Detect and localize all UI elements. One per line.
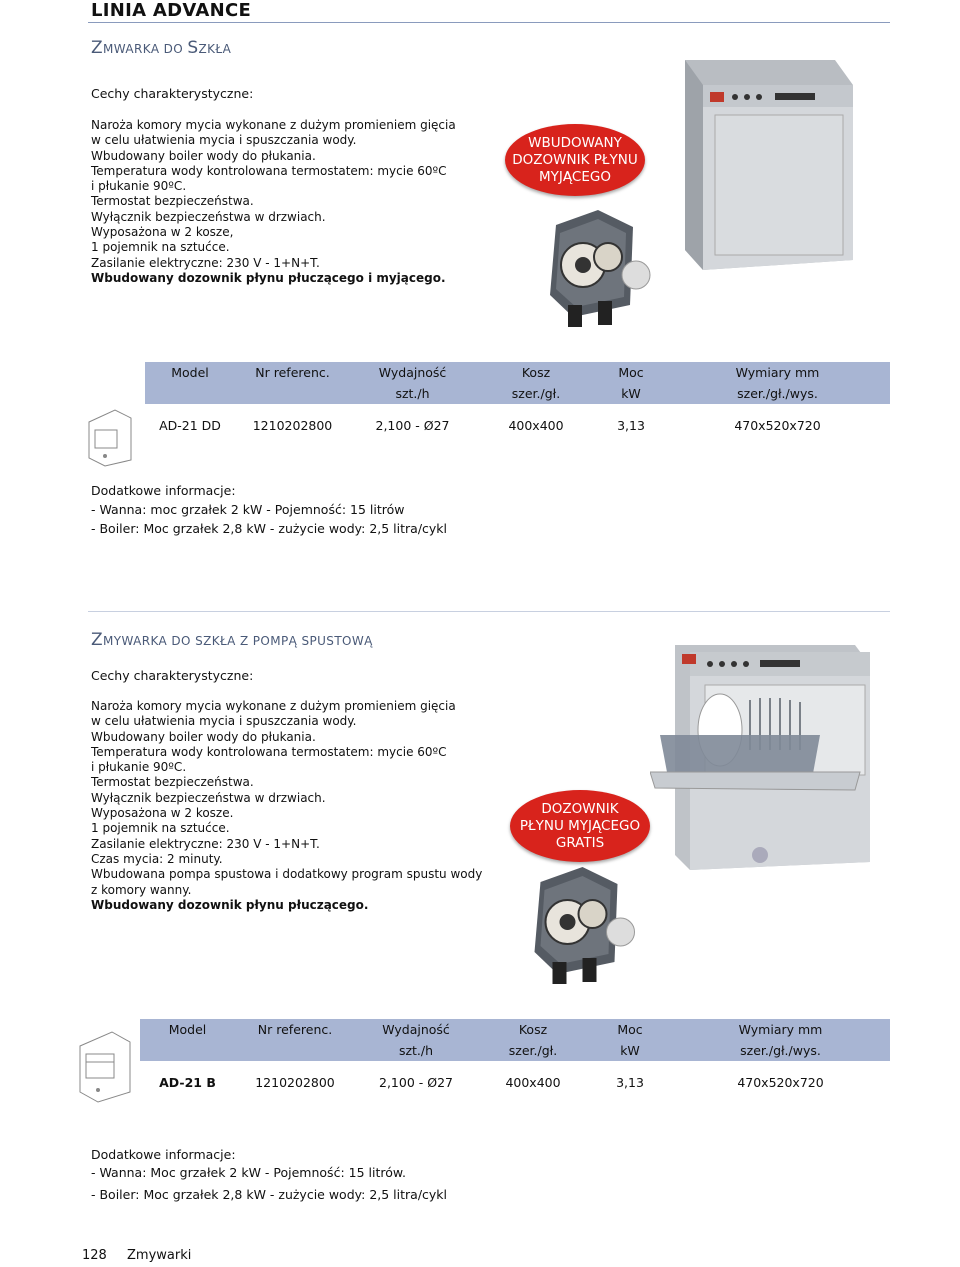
table-header-cell: Moc bbox=[617, 1022, 643, 1037]
table-cell: 3,13 bbox=[616, 1074, 644, 1090]
table-units-row bbox=[140, 1040, 890, 1061]
feature-line: Wyłącznik bezpieczeństwa w drzwiach. bbox=[91, 209, 326, 224]
table-header-cell: Wydajność bbox=[378, 365, 447, 380]
table-row bbox=[145, 414, 890, 436]
feature-line: 1 pojemnik na sztućce. bbox=[91, 821, 230, 836]
page-number: 128 bbox=[82, 1248, 107, 1263]
feature-line: Termostat bezpieczeństwa. bbox=[91, 775, 254, 790]
spec-table-1 bbox=[145, 362, 890, 436]
feature-line: Wyposażona w 2 kosze, bbox=[91, 225, 234, 240]
table-unit-cell bbox=[235, 1040, 355, 1061]
table-unit-cell bbox=[145, 383, 235, 404]
section1-features-label: Cechy charakterystyczne: bbox=[91, 86, 254, 101]
badge-line: PŁYNU MYJĄCEGO bbox=[519, 817, 641, 834]
table-cell: 400x400 bbox=[508, 417, 564, 433]
table-header-cell: Model bbox=[168, 1022, 207, 1037]
spec-table-2 bbox=[140, 1019, 890, 1093]
feature-line: 1 pojemnik na sztućce. bbox=[91, 240, 230, 255]
feature-line: Wyłącznik bezpieczeństwa w drzwiach. bbox=[91, 790, 326, 805]
table-unit-cell: szt./h bbox=[398, 1043, 434, 1058]
section1-title bbox=[91, 38, 231, 58]
table-unit-cell: kW bbox=[620, 1043, 640, 1058]
feature-line: i płukanie 90ºC. bbox=[91, 760, 187, 775]
table-cell: 3,13 bbox=[617, 417, 645, 433]
table-units-row bbox=[145, 383, 890, 404]
machine-outline-icon bbox=[76, 1030, 134, 1105]
detergent-dispenser-image bbox=[520, 862, 650, 992]
section1-extra-info bbox=[91, 481, 447, 538]
feature-line: Wbudowana pompa spustowa i dodatkowy program spustu wody bbox=[91, 867, 483, 882]
table-header-row bbox=[145, 362, 890, 383]
table-header-cell: Wymiary mm bbox=[735, 365, 820, 380]
badge-line: WBUDOWANY bbox=[528, 134, 622, 151]
table-unit-cell: szer./gł./wys. bbox=[737, 386, 818, 401]
badge-line: GRATIS bbox=[555, 834, 605, 851]
feature-line-bold: Wbudowany dozownik płynu płuczącego. bbox=[91, 897, 369, 912]
table-cell: 1210202800 bbox=[255, 1074, 335, 1090]
table-unit-cell: szer./gł. bbox=[511, 386, 561, 401]
table-unit-cell: kW bbox=[621, 386, 641, 401]
feature-line: i płukanie 90ºC. bbox=[91, 179, 187, 194]
section2-features-label: Cechy charakterystyczne: bbox=[91, 668, 254, 683]
badge-line: DOZOWNIK bbox=[541, 800, 619, 817]
badge-line: DOZOWNIK PŁYNU bbox=[512, 151, 638, 168]
page-header-title: LINIA ADVANCE bbox=[91, 0, 252, 21]
header-rule bbox=[88, 22, 890, 23]
footer-section-name: Zmywarki bbox=[127, 1248, 192, 1263]
feature-line: Wbudowany boiler wody do płukania. bbox=[91, 729, 316, 744]
table-unit-cell bbox=[140, 1040, 235, 1061]
section1-feature-list bbox=[91, 118, 456, 286]
feature-line: w celu ułatwienia mycia i spuszczania wody. bbox=[91, 714, 357, 729]
table-header-cell: Wymiary mm bbox=[738, 1022, 823, 1037]
feature-line: Termostat bezpieczeństwa. bbox=[91, 194, 254, 209]
section1-title-end: ZKŁA bbox=[198, 42, 232, 56]
dispenser-badge bbox=[505, 124, 645, 196]
feature-line: Naroża komory mycia wykonane z dużym promieniem gięcia bbox=[91, 118, 456, 132]
feature-line: Temperatura wody kontrolowana termostatem: mycie 60ºC bbox=[91, 744, 447, 759]
extra-info-line: - Boiler: Moc grzałek 2,8 kW - zużycie wody: 2,5 litra/cykl bbox=[91, 521, 448, 536]
dishwasher-open-image bbox=[650, 640, 885, 880]
section2-title bbox=[91, 630, 373, 650]
feature-line: Wbudowany boiler wody do płukania. bbox=[91, 148, 316, 163]
feature-line: Zasilanie elektryczne: 230 V - 1+N+T. bbox=[91, 255, 320, 270]
table-cell: 400x400 bbox=[505, 1074, 561, 1090]
extra-info-label: Dodatkowe informacje: bbox=[91, 483, 236, 498]
feature-line: Czas mycia: 2 minuty. bbox=[91, 851, 223, 866]
dishwasher-image bbox=[675, 55, 860, 280]
feature-line: Wyposażona w 2 kosze. bbox=[91, 806, 234, 821]
section2-feature-list bbox=[91, 699, 482, 913]
table-unit-cell: szt./h bbox=[395, 386, 430, 401]
table-unit-cell bbox=[235, 383, 350, 404]
extra-info-label: Dodatkowe informacje: bbox=[91, 1147, 236, 1162]
section2-title-rest: MYWARKA DO SZKŁA Z POMPĄ SPUSTOWĄ bbox=[103, 634, 373, 648]
table-cell: 2,100 - Ø27 bbox=[379, 1074, 453, 1090]
table-cell: 2,100 - Ø27 bbox=[375, 417, 450, 433]
table-header-row bbox=[140, 1019, 890, 1040]
table-cell: 470x520x720 bbox=[734, 417, 821, 433]
feature-line: z komory wanny. bbox=[91, 882, 192, 897]
table-cell: 470x520x720 bbox=[737, 1074, 824, 1090]
table-unit-cell: szer./gł./wys. bbox=[740, 1043, 821, 1058]
table-cell: AD-21 DD bbox=[159, 417, 221, 433]
detergent-dispenser-image bbox=[538, 205, 663, 335]
machine-outline-icon bbox=[85, 408, 135, 468]
table-header-cell: Wydajność bbox=[382, 1022, 450, 1037]
table-header-cell: Model bbox=[171, 365, 209, 380]
section1-title-rest: MWARKA DO bbox=[103, 42, 188, 56]
section-divider bbox=[88, 611, 890, 612]
feature-line-bold: Wbudowany dozownik płynu płuczącego i myjącego. bbox=[91, 270, 446, 285]
section1-title-cap: Z bbox=[91, 38, 104, 58]
feature-line: Zasilanie elektryczne: 230 V - 1+N+T. bbox=[91, 836, 320, 851]
table-cell: AD-21 B bbox=[159, 1074, 216, 1090]
extra-info-line: - Wanna: moc grzałek 2 kW - Pojemność: 15 litrów bbox=[91, 502, 405, 517]
table-header-cell: Kosz bbox=[521, 365, 551, 380]
badge-line: MYJĄCEGO bbox=[539, 168, 611, 185]
extra-info-line: - Wanna: Moc grzałek 2 kW - Pojemność: 15 litrów. bbox=[91, 1165, 406, 1180]
table-unit-cell: szer./gł. bbox=[508, 1043, 558, 1058]
feature-line: Naroża komory mycia wykonane z dużym promieniem gięcia bbox=[91, 699, 456, 713]
table-header-cell: Nr referenc. bbox=[257, 1022, 333, 1037]
feature-line: Temperatura wody kontrolowana termostatem: mycie 60ºC bbox=[91, 163, 447, 178]
feature-line: w celu ułatwienia mycia i spuszczania wody. bbox=[91, 133, 357, 148]
dispenser-badge bbox=[510, 790, 650, 862]
section1-title-cap2: S bbox=[187, 38, 199, 58]
section2-title-cap: Z bbox=[91, 630, 104, 650]
table-header-cell: Kosz bbox=[518, 1022, 548, 1037]
section2-extra-info bbox=[91, 1146, 447, 1204]
table-cell: 1210202800 bbox=[252, 417, 333, 433]
extra-info-line: - Boiler: Moc grzałek 2,8 kW - zużycie wody: 2,5 litra/cykl bbox=[91, 1187, 448, 1202]
table-header-cell: Nr referenc. bbox=[255, 365, 330, 380]
table-header-cell: Moc bbox=[618, 365, 644, 380]
table-row bbox=[140, 1071, 890, 1093]
